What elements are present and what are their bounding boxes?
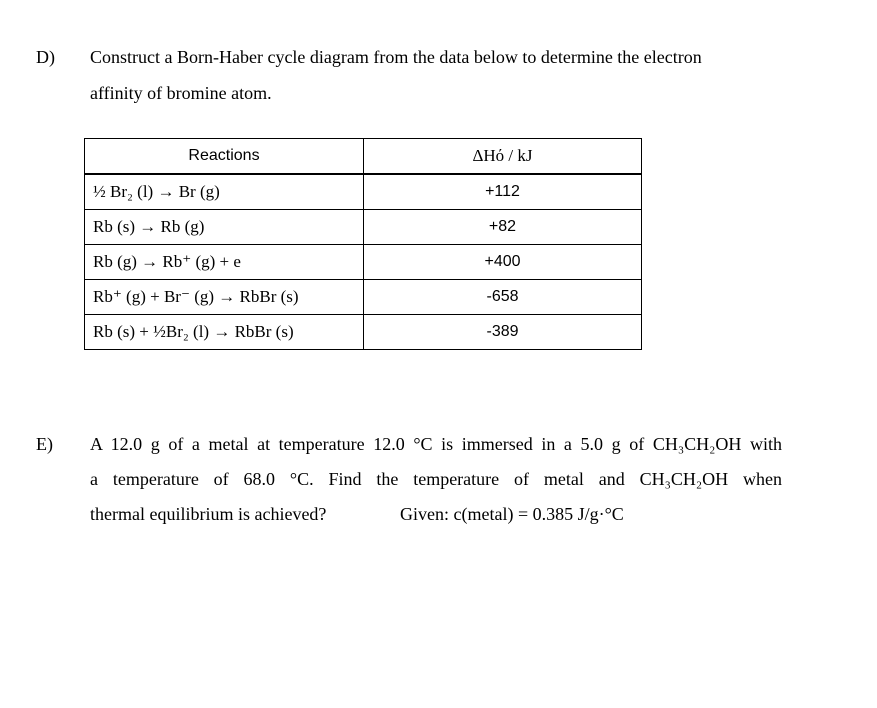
question-e-text [90,434,782,544]
reaction-cell: Rb (s) + ½Br₂ (l) → RbBr (s) [85,315,364,350]
reaction-cell: ½ Br₂ (l) → Br (g) [85,174,364,210]
enthalpy-cell: -658 [364,280,642,315]
table-row [85,174,642,210]
table-row [85,245,642,280]
reaction-cell: Rb (s) → Rb (g) [85,210,364,245]
enthalpy-cell: +400 [364,245,642,280]
enthalpy-cell: +112 [364,174,642,210]
question-e-given: Given: c(metal) = 0.385 J/g·°C [400,504,624,524]
question-d-line-2: affinity of bromine atom. [90,83,272,103]
question-e-line-1: A 12.0 g of a metal at temperature 12.0 °C is immersed in a 5.0 g of CH₃CH₂OH with [90,434,782,454]
question-e-label: E) [36,434,53,454]
question-d-line-1: Construct a Born-Haber cycle diagram from the data below to determine the electron [90,47,702,67]
reaction-cell: Rb⁺ (g) + Br⁻ (g) → RbBr (s) [85,280,364,315]
question-e-line-2: a temperature of 68.0 °C. Find the temperature of metal and CH₃CH₂OH when [90,469,782,489]
question-e-line-3: thermal equilibrium is achieved? [90,504,327,524]
table-header-row [85,139,642,175]
reactions-table [84,138,642,350]
table-row [85,280,642,315]
question-d-label: D) [36,47,55,67]
table-row [85,315,642,350]
enthalpy-cell: +82 [364,210,642,245]
column-header-reactions: Reactions [85,139,364,175]
column-header-enthalpy: ΔHό / kJ [364,139,642,175]
reaction-cell: Rb (g) → Rb⁺ (g) + e [85,245,364,280]
enthalpy-cell: -389 [364,315,642,350]
table-row [85,210,642,245]
